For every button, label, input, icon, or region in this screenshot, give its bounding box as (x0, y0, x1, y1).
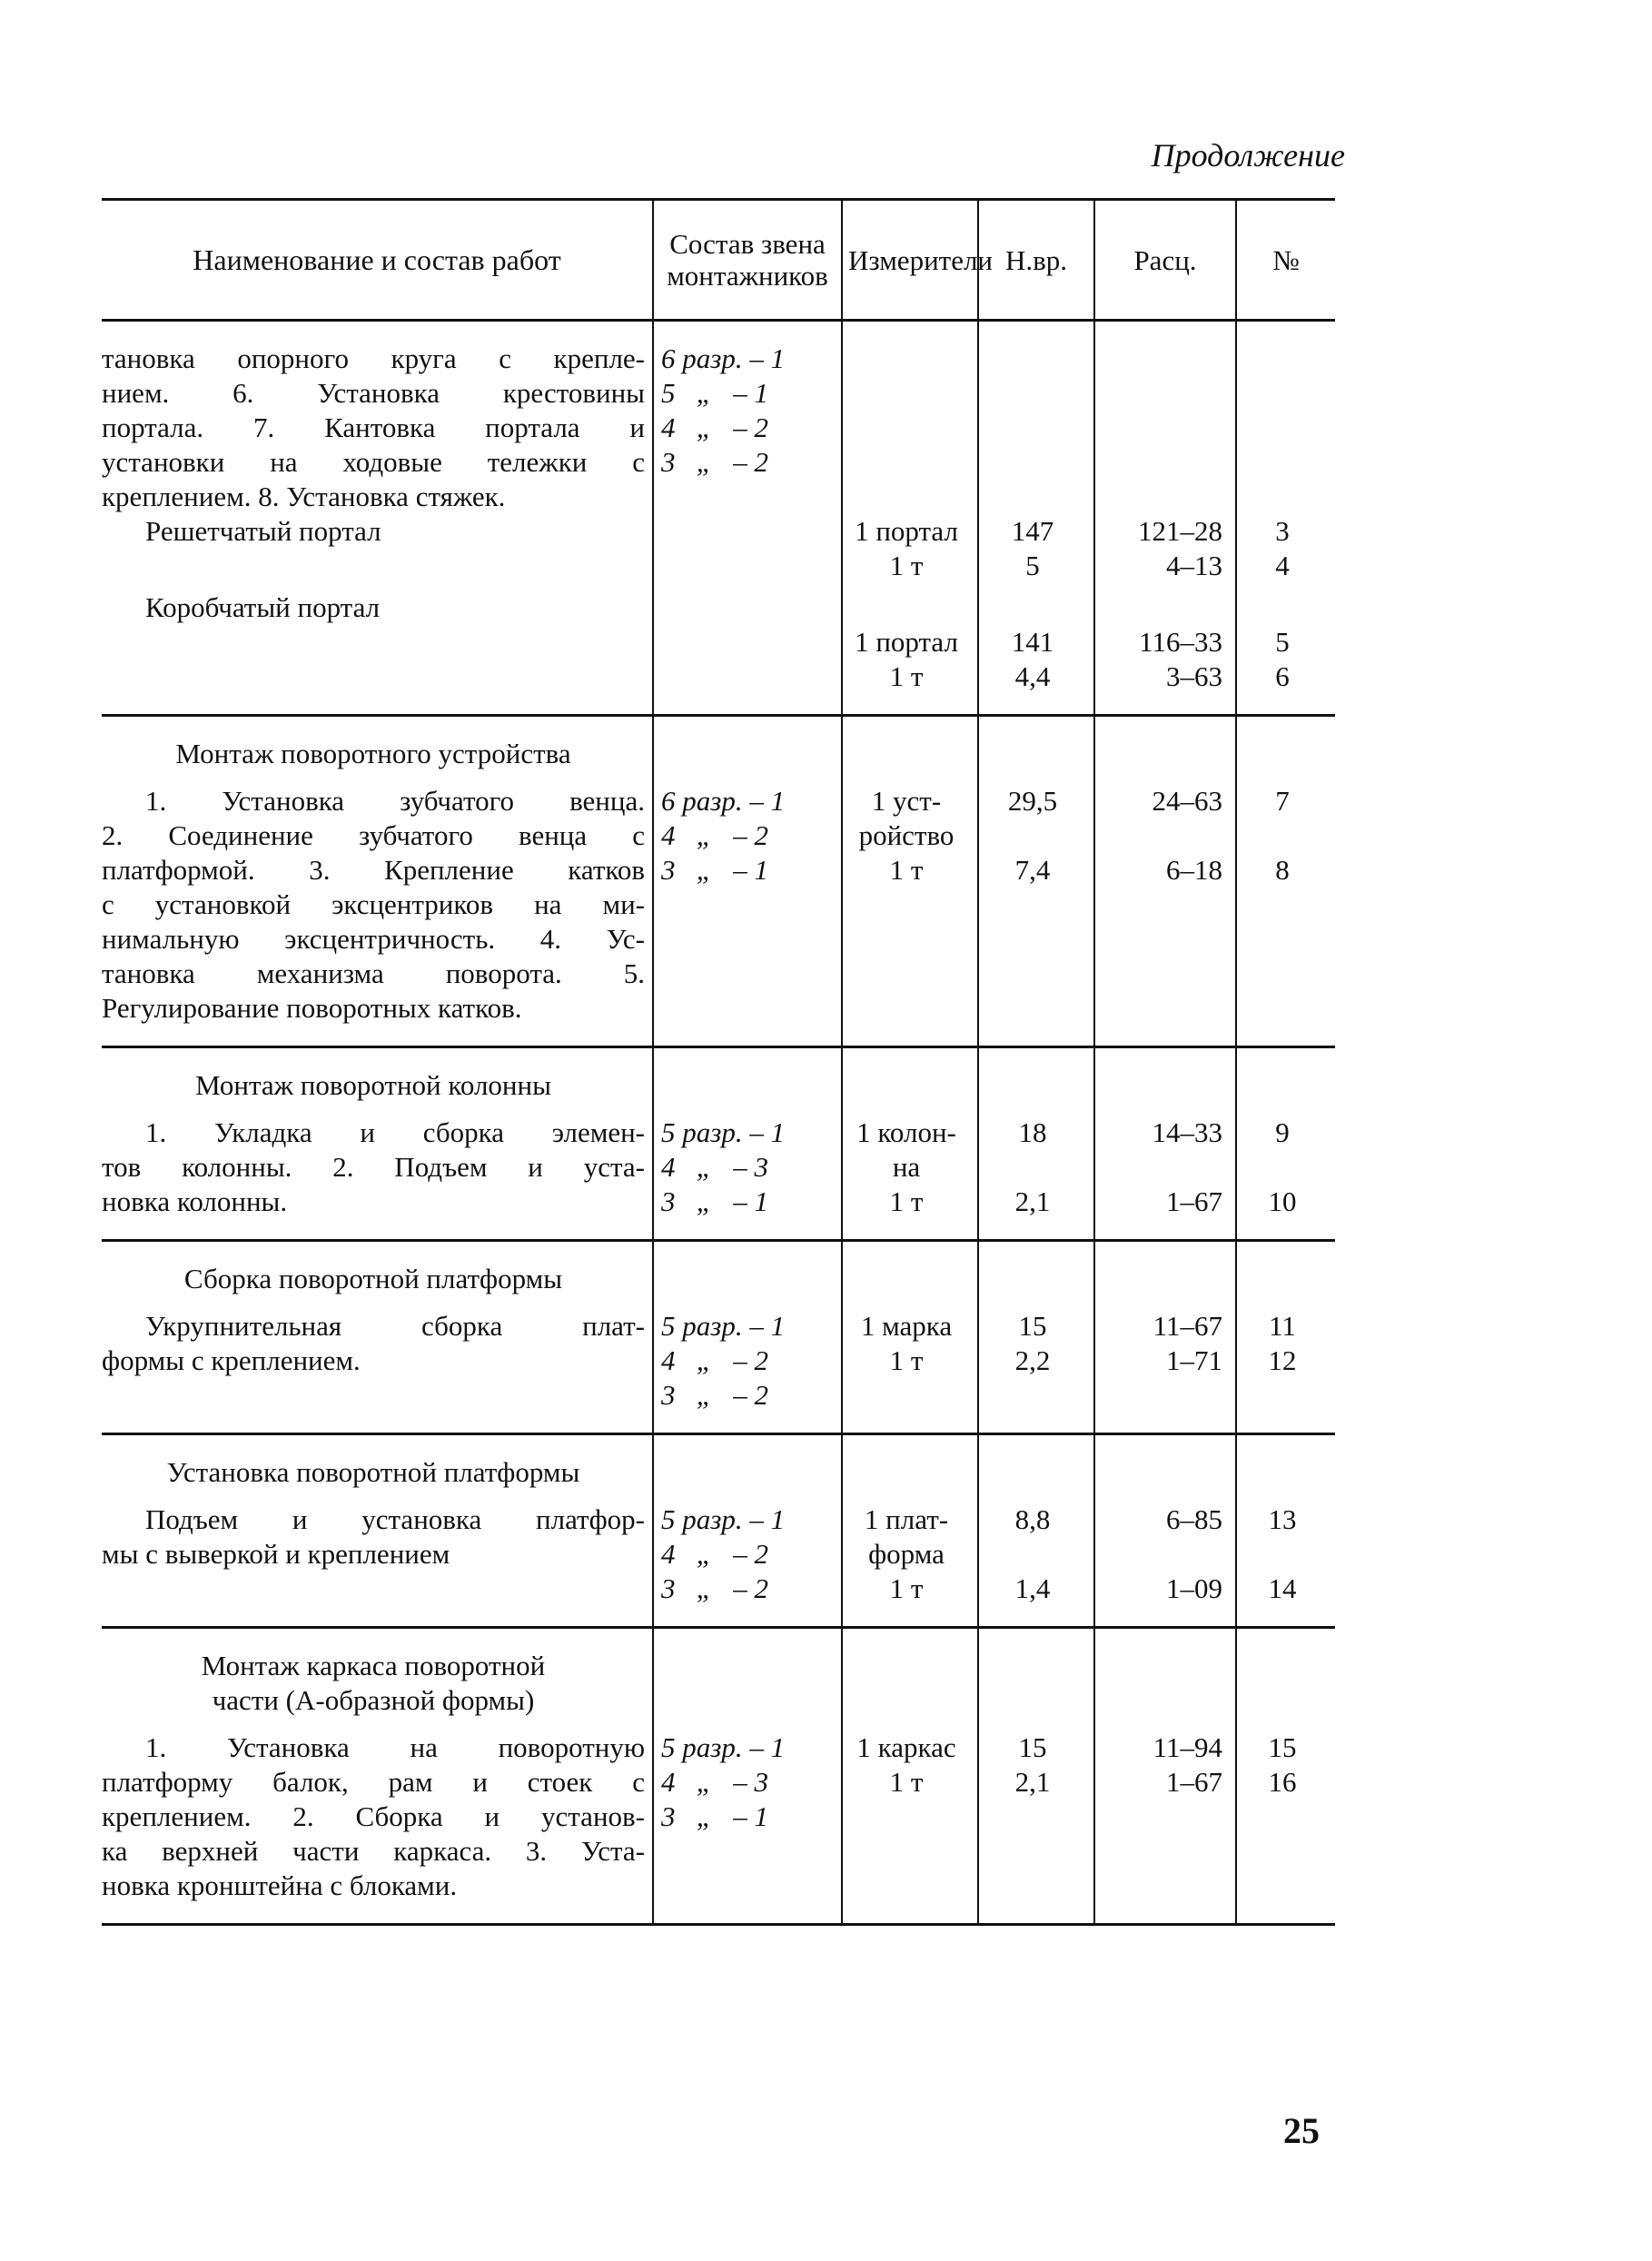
description-line: новка кронштейна с блоками. (102, 1869, 458, 1901)
rate-cell (1094, 1434, 1236, 1628)
crew-composition (653, 1628, 842, 1925)
norm-value: 15 (1018, 1731, 1047, 1763)
unit-value: 1 портал (855, 626, 958, 658)
section-title: Монтаж поворотной колонны (195, 1069, 551, 1101)
description-line: тов колонны. 2. Подъем и уста- (102, 1151, 645, 1183)
norm-cell (978, 1628, 1094, 1925)
crew-line: 5 „ – 1 (661, 377, 768, 409)
rate-cell (1094, 1241, 1236, 1434)
description-text (102, 1116, 645, 1219)
sub-item-label: Решетчатый портал (145, 515, 381, 547)
norm-cell (978, 1434, 1094, 1628)
table-row (102, 1628, 1335, 1925)
norm-value (979, 818, 1086, 853)
work-description (102, 1434, 653, 1628)
description-line: нимальную эксцентричность. 4. Ус- (102, 923, 645, 955)
description-line: ка верхней части каркаса. 3. Уста- (102, 1835, 645, 1867)
rate-cell (1094, 321, 1236, 716)
crew-line: 4 „ – 2 (661, 1344, 768, 1376)
rate-cell (1094, 1628, 1236, 1925)
rate-value: 1–09 (1166, 1572, 1222, 1604)
rate-value: 6–18 (1166, 854, 1222, 886)
num-cell (1236, 1047, 1335, 1241)
num-value: 15 (1268, 1731, 1297, 1763)
description-line: установки на ходовые тележки с (102, 446, 645, 478)
num-value: 12 (1268, 1344, 1297, 1376)
num-cell (1236, 1628, 1335, 1925)
description-line: 1. Установка зубчатого венца. (145, 785, 645, 817)
unit-cell (842, 716, 978, 1047)
crew-composition (653, 716, 842, 1047)
rate-value: 4–13 (1166, 550, 1222, 581)
crew-line: 4 „ – 2 (661, 819, 768, 851)
unit-value: 1 уст- (871, 785, 942, 817)
crew-line: 5 разр. – 1 (661, 1116, 786, 1148)
rate-cell (1094, 1047, 1236, 1241)
crew-composition (653, 321, 842, 716)
rate-value: 1–67 (1166, 1185, 1222, 1217)
norm-value: 8,8 (1014, 1503, 1051, 1535)
unit-value: 1 колон- (856, 1116, 956, 1148)
crew-line: 3 „ – 1 (661, 1185, 768, 1217)
description-line: 1. Укладка и сборка элемен- (145, 1116, 645, 1148)
norm-value: 4,4 (1014, 660, 1051, 692)
num-value: 13 (1268, 1503, 1297, 1535)
num-cell (1236, 321, 1335, 716)
table-header-row (102, 200, 1335, 321)
num-cell (1236, 1434, 1335, 1628)
unit-value: 1 т (889, 1766, 924, 1798)
continuation-label: Продолжение (1151, 137, 1345, 174)
rate-value: 6–85 (1166, 1503, 1222, 1535)
num-value: 3 (1275, 515, 1290, 547)
crew-line: 5 разр. – 1 (661, 1731, 786, 1763)
description-text (102, 1309, 645, 1378)
work-description (102, 1628, 653, 1925)
crew-line: 3 „ – 2 (661, 1379, 768, 1411)
header-rate: Расц. (1094, 200, 1236, 321)
crew-line: 3 „ – 1 (661, 1800, 768, 1832)
header-crew: Состав звена монтажников (653, 200, 842, 321)
norm-cell (978, 716, 1094, 1047)
unit-cell (842, 1434, 978, 1628)
description-line: 1. Установка на поворотную (145, 1731, 645, 1763)
unit-value: 1 т (889, 1344, 924, 1376)
description-line: Укрупнительная сборка плат- (145, 1310, 645, 1342)
table-row (102, 1434, 1335, 1628)
crew-line: 6 разр. – 1 (661, 785, 786, 817)
unit-value: 1 т (889, 1572, 924, 1604)
num-value (1237, 818, 1328, 853)
norm-value: 141 (1011, 626, 1054, 658)
description-line: Подъем и установка платфор- (145, 1503, 645, 1535)
table-row (102, 321, 1335, 716)
section-title: Сборка поворотной платформы (183, 1263, 563, 1294)
num-value: 4 (1275, 550, 1290, 581)
num-value (1237, 1150, 1328, 1185)
num-value: 10 (1268, 1185, 1297, 1217)
norm-value: 2,2 (1014, 1344, 1051, 1376)
rate-value (1095, 1150, 1222, 1185)
rate-value: 1–71 (1166, 1344, 1222, 1376)
crew-composition (653, 1047, 842, 1241)
unit-value: ройство (858, 819, 955, 851)
crew-line: 4 „ – 2 (661, 1538, 768, 1570)
unit-value: 1 плат- (864, 1503, 949, 1535)
crew-line: 4 „ – 2 (661, 412, 768, 443)
description-line: формы с креплением. (102, 1344, 361, 1376)
unit-cell (842, 321, 978, 716)
unit-value: 1 марка (860, 1310, 953, 1342)
rate-value: 121–28 (1138, 515, 1222, 547)
section-title: Установка поворотной платформы (166, 1456, 580, 1488)
description-line: креплением. 2. Сборка и установ- (102, 1800, 645, 1832)
description-line: с установкой эксцентриков на ми- (102, 888, 645, 920)
num-value: 14 (1268, 1572, 1297, 1604)
crew-line: 4 „ – 3 (661, 1151, 768, 1183)
norm-cell (978, 1047, 1094, 1241)
description-line: мы с выверкой и креплением (102, 1538, 450, 1570)
rate-value (1095, 1537, 1222, 1572)
header-name: Наименование и состав работ (193, 243, 561, 276)
rate-value (1095, 818, 1222, 853)
rate-value: 11–67 (1152, 1310, 1222, 1342)
unit-value: на (892, 1151, 921, 1183)
num-value: 8 (1275, 854, 1290, 886)
norm-cell (978, 321, 1094, 716)
num-value: 5 (1275, 626, 1290, 658)
description-line: 2. Соединение зубчатого венца с (102, 819, 645, 851)
work-description (102, 1047, 653, 1241)
description-line: тановка опорного круга с крепле- (102, 342, 645, 374)
num-value: 7 (1275, 785, 1290, 817)
crew-composition (653, 1241, 842, 1434)
unit-value: 1 т (889, 550, 924, 581)
rate-cell (1094, 716, 1236, 1047)
crew-line: 3 „ – 2 (661, 1572, 768, 1604)
crew-line: 5 разр. – 1 (661, 1310, 786, 1342)
norm-value: 2,1 (1014, 1766, 1051, 1798)
norm-value: 5 (1025, 550, 1040, 581)
num-value: 9 (1275, 1116, 1290, 1148)
work-description (102, 716, 653, 1047)
sub-item-label: Коробчатый портал (145, 591, 381, 623)
crew-line: 4 „ – 3 (661, 1766, 768, 1798)
unit-value: 1 портал (855, 515, 958, 547)
description-line: тановка механизма поворота. 5. (102, 957, 645, 989)
crew-line: 6 разр. – 1 (661, 342, 786, 374)
norm-value: 18 (1018, 1116, 1047, 1148)
work-description (102, 321, 653, 716)
crew-line: 3 „ – 2 (661, 446, 768, 478)
rate-value: 11–94 (1152, 1731, 1222, 1763)
unit-value: 1 т (889, 854, 924, 886)
description-text (102, 784, 645, 1026)
description-line: портала. 7. Кантовка портала и (102, 412, 645, 443)
num-value (1237, 1537, 1328, 1572)
table-row (102, 1047, 1335, 1241)
section-title-line: Монтаж каркаса поворотной (201, 1650, 546, 1681)
description-line: платформой. 3. Крепление катков (102, 854, 645, 886)
norm-value: 147 (1011, 515, 1054, 547)
header-unit: Измерители (842, 200, 978, 321)
rate-value: 116–33 (1139, 626, 1222, 658)
norm-value: 15 (1018, 1310, 1047, 1342)
work-description (102, 1241, 653, 1434)
unit-value: 1 каркас (856, 1731, 956, 1763)
description-text (102, 342, 645, 514)
description-line: нием. 6. Установка крестовины (102, 377, 645, 409)
crew-composition (653, 1434, 842, 1628)
norm-cell (978, 1241, 1094, 1434)
num-value: 11 (1269, 1310, 1296, 1342)
header-norm: Н.вр. (978, 200, 1094, 321)
norm-value: 29,5 (1007, 785, 1058, 817)
description-line: креплением. 8. Установка стяжек. (102, 481, 506, 512)
unit-cell (842, 1628, 978, 1925)
rate-value: 3–63 (1166, 660, 1222, 692)
unit-cell (842, 1047, 978, 1241)
norm-value: 1,4 (1014, 1572, 1051, 1604)
norm-value (979, 1537, 1086, 1572)
unit-value: форма (868, 1538, 945, 1570)
section-title (102, 1649, 645, 1718)
unit-value: 1 т (889, 1185, 924, 1217)
description-text (102, 1730, 645, 1903)
description-line: платформу балок, рам и стоек с (102, 1766, 645, 1798)
num-value: 16 (1268, 1766, 1297, 1798)
section-title-line: части (А-образной формы) (212, 1684, 535, 1716)
rate-value: 14–33 (1152, 1116, 1222, 1148)
norm-value: 2,1 (1014, 1185, 1051, 1217)
norms-table (102, 198, 1335, 1926)
num-cell (1236, 1241, 1335, 1434)
norm-value: 7,4 (1014, 854, 1051, 886)
unit-cell (842, 1241, 978, 1434)
description-line: новка колонны. (102, 1185, 288, 1217)
rate-value: 1–67 (1166, 1766, 1222, 1798)
num-value: 6 (1275, 660, 1290, 692)
description-text (102, 1502, 645, 1572)
page-number: 25 (1283, 2110, 1320, 2151)
section-title: Монтаж поворотного устройства (175, 738, 571, 769)
norm-value (979, 1150, 1086, 1185)
crew-line: 3 „ – 1 (661, 854, 768, 886)
rate-value: 24–63 (1152, 785, 1222, 817)
description-line: Регулирование поворотных катков. (102, 992, 522, 1024)
unit-value: 1 т (889, 660, 924, 692)
crew-line: 5 разр. – 1 (661, 1503, 786, 1535)
table-row (102, 716, 1335, 1047)
table-row (102, 1241, 1335, 1434)
header-num: № (1236, 200, 1335, 321)
num-cell (1236, 716, 1335, 1047)
